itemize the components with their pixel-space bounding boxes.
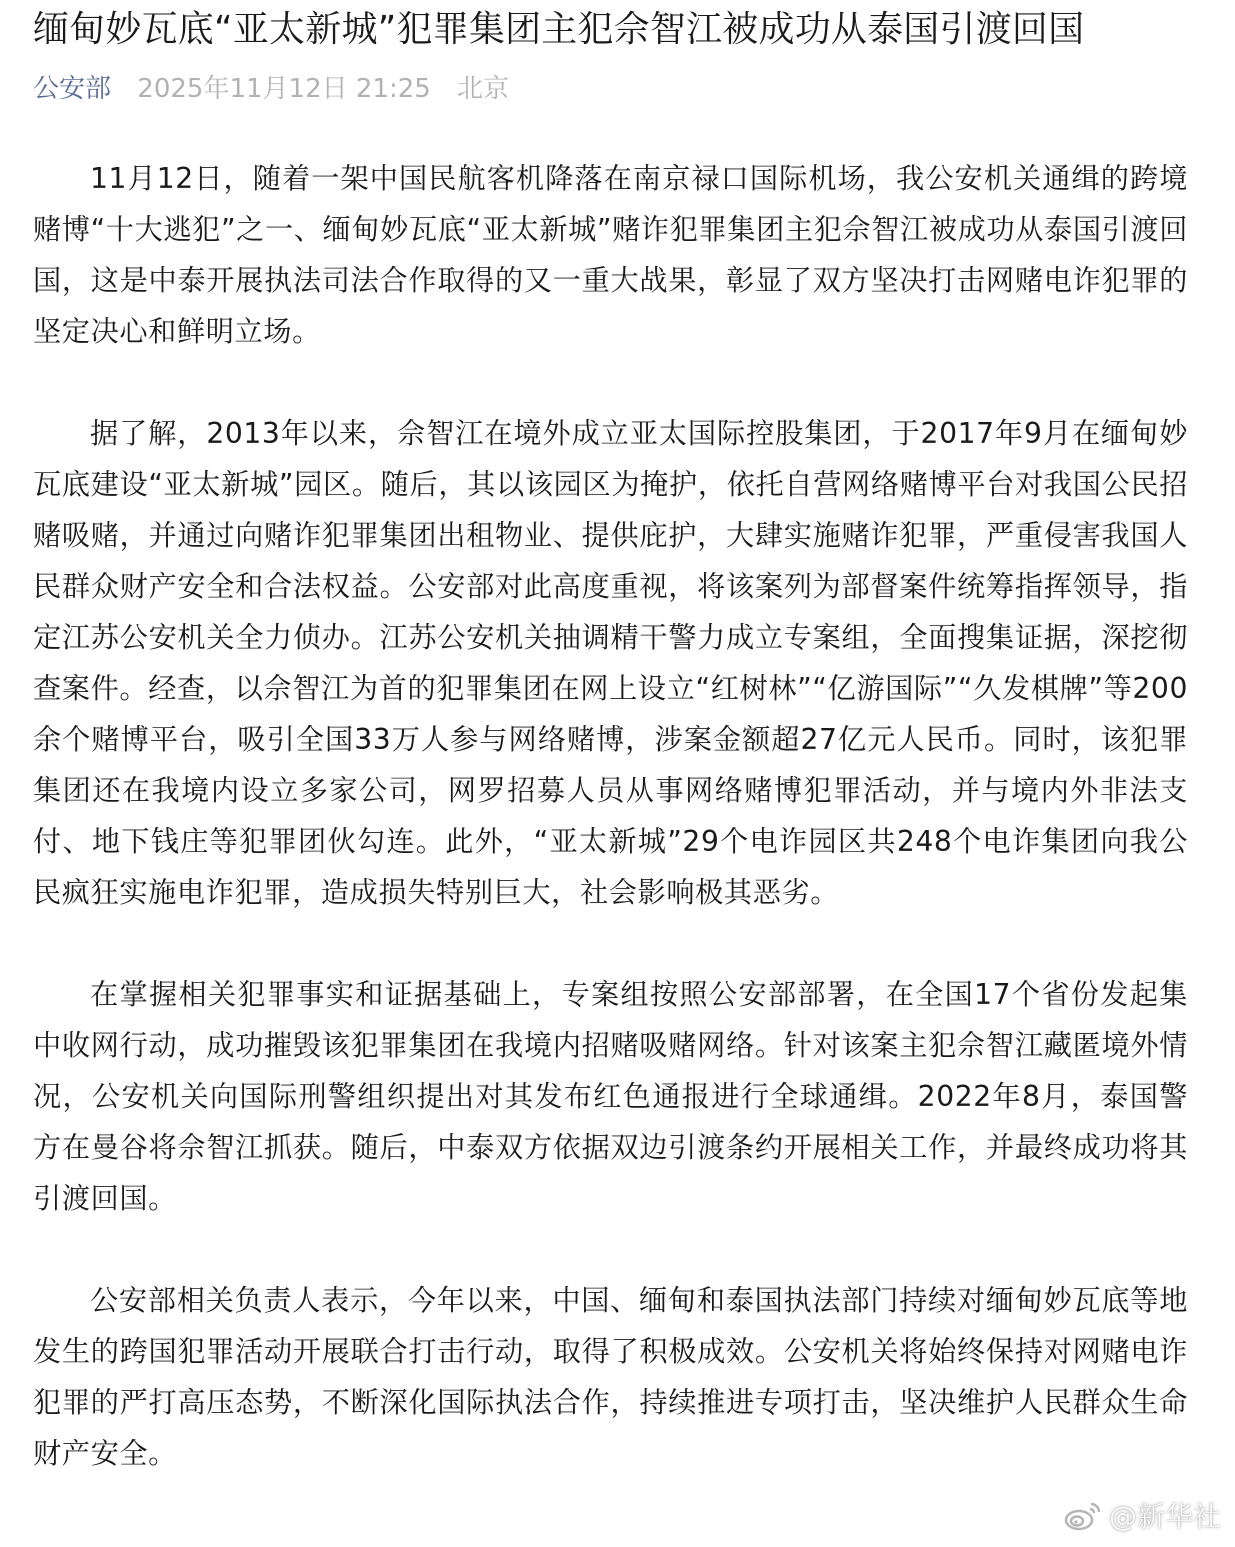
article-body — [33, 153, 1188, 1479]
article-meta — [33, 69, 1188, 109]
publish-location: 北京 — [457, 74, 510, 104]
source-link[interactable]: 公安部 — [33, 74, 112, 104]
paragraph: 据了解，2013年以来，佘智江在境外成立亚太国际控股集团，于2017年9月在缅甸妙瓦底建设“亚太新城”园区。随后，其以该园区为掩护，依托自营网络赌博平台对我国公民招赌吸赌，并通过向赌诈犯罪集团出租物业、提供庇护，大肆实施赌诈犯罪，严重侵害我国人民群众财产安全和合法权益。公安部对此高度重视，将该案列为部督案件统筹指挥领导，指定江苏公安机关全力侦办。江苏公安机关抽调精干警力成立专案组，全面搜集证据，深挖彻查案件。经查，以佘智江为首的犯罪集团在网上设立“红树林”“亿游国际”“久发棋牌”等200余个赌博平台，吸引全国33万人参与网络赌博，涉案金额超27亿元人民币。同时，该犯罪集团还在我境内设立多家公司，网罗招募人员从事网络赌博犯罪活动，并与境内外非法支付、地下钱庄等犯罪团伙勾连。此外，“亚太新城”29个电诈园区共248个电诈集团向我公民疯狂实施电诈犯罪，造成损失特别巨大，社会影响极其恶劣。 — [33, 417, 1188, 909]
article-title: 缅甸妙瓦底“亚太新城”犯罪集团主犯佘智江被成功从泰国引渡回国 — [33, 9, 1085, 50]
paragraph: 在掌握相关犯罪事实和证据基础上，专案组按照公安部部署，在全国17个省份发起集中收网行动，成功摧毁该犯罪集团在我境内招赌吸赌网络。针对该案主犯佘智江藏匿境外情况，公安机关向国际刑警组织提出对其发布红色通报进行全球通缉。2022年8月，泰国警方在曼谷将佘智江抓获。随后，中泰双方依据双边引渡条约开展相关工作，并最终成功将其引渡回国。 — [33, 978, 1188, 1215]
weibo-icon — [1063, 1498, 1103, 1532]
article — [33, 0, 1188, 1530]
paragraph: 公安部相关负责人表示，今年以来，中国、缅甸和泰国执法部门持续对缅甸妙瓦底等地发生的跨国犯罪活动开展联合打击行动，取得了积极成效。公安机关将始终保持对网赌电诈犯罪的严打高压态势，不断深化国际执法合作，持续推进专项打击，坚决维护人民群众生命财产安全。 — [33, 1284, 1188, 1470]
publish-datetime: 2025年11月12日 21:25 — [137, 74, 431, 104]
paragraph: 11月12日，随着一架中国民航客机降落在南京禄口国际机场，我公安机关通缉的跨境赌博“十大逃犯”之一、缅甸妙瓦底“亚太新城”赌诈犯罪集团主犯佘智江被成功从泰国引渡回国，这是中泰开展执法司法合作取得的又一重大战果，彰显了双方坚决打击网赌电诈犯罪的坚定决心和鲜明立场。 — [33, 162, 1188, 348]
watermark — [1063, 1495, 1221, 1535]
watermark-text: @新华社 — [1108, 1500, 1221, 1533]
